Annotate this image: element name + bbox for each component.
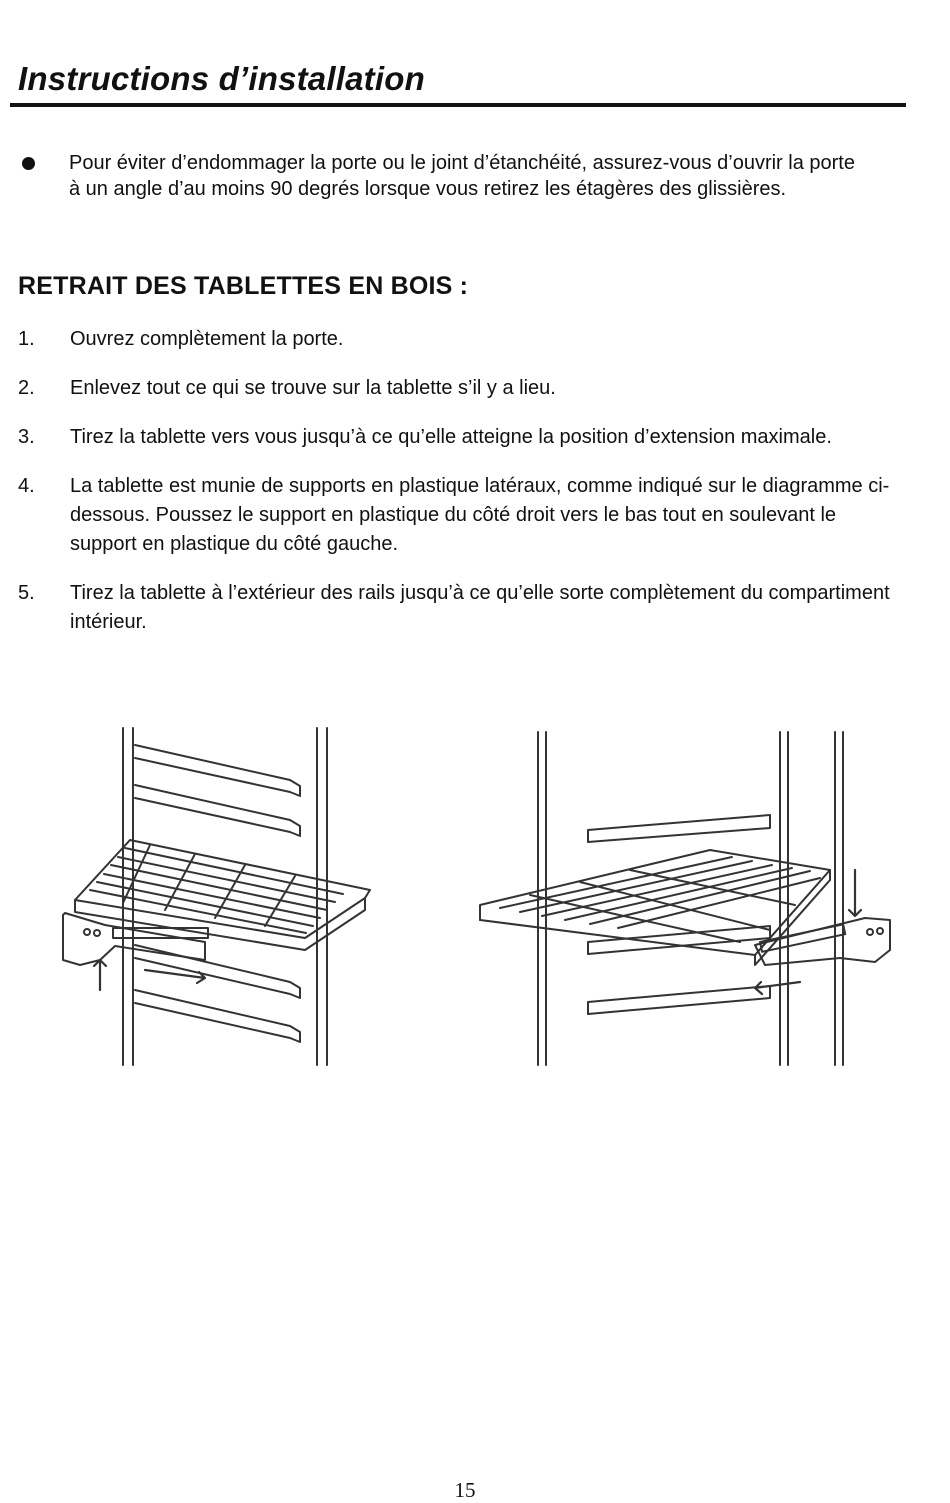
warning-text: Pour éviter d’endommager la porte ou le joint d’étanchéité, assurez-vous d’ouvrir la porte à un angle d’au moins 90 degrés lorsque vous retirez les étagères des glissières.	[69, 152, 855, 200]
step-item	[18, 374, 918, 403]
step-item	[18, 423, 918, 452]
section-heading: RETRAIT DES TABLETTES EN BOIS :	[18, 272, 469, 300]
step-item	[18, 472, 918, 559]
steps-list	[18, 325, 918, 657]
step-text: Tirez la tablette vers vous jusqu’à ce qu’elle atteigne la position d’extension maximale.	[70, 426, 832, 448]
step-text: Enlevez tout ce qui se trouve sur la tablette s’il y a lieu.	[70, 377, 556, 399]
step-number: 3.	[18, 426, 35, 448]
step-number: 2.	[18, 377, 35, 399]
page-title: Instructions d’installation	[18, 60, 425, 97]
step-item	[18, 325, 918, 354]
title-divider	[10, 103, 906, 107]
step-number: 1.	[18, 328, 35, 350]
step-text: Tirez la tablette à l’extérieur des rails jusqu’à ce qu’elle sorte complètement du compartiment intérieur.	[70, 582, 890, 633]
bullet-icon	[22, 157, 35, 170]
step-text: La tablette est munie de supports en plastique latéraux, comme indiqué sur le diagramme ci-dessous. Poussez le support en plastique du côté droit vers le bas tout en soulevant le support en plastique du côté gauche.	[70, 475, 890, 555]
warning-note	[18, 150, 878, 202]
page-number: 15	[454, 1478, 476, 1502]
shelf-removal-left-illustration	[55, 720, 395, 1070]
step-text: Ouvrez complètement la porte.	[70, 328, 344, 350]
step-item	[18, 579, 918, 637]
step-number: 4.	[18, 475, 35, 497]
step-number: 5.	[18, 582, 35, 604]
shelf-removal-right-illustration	[470, 720, 900, 1070]
